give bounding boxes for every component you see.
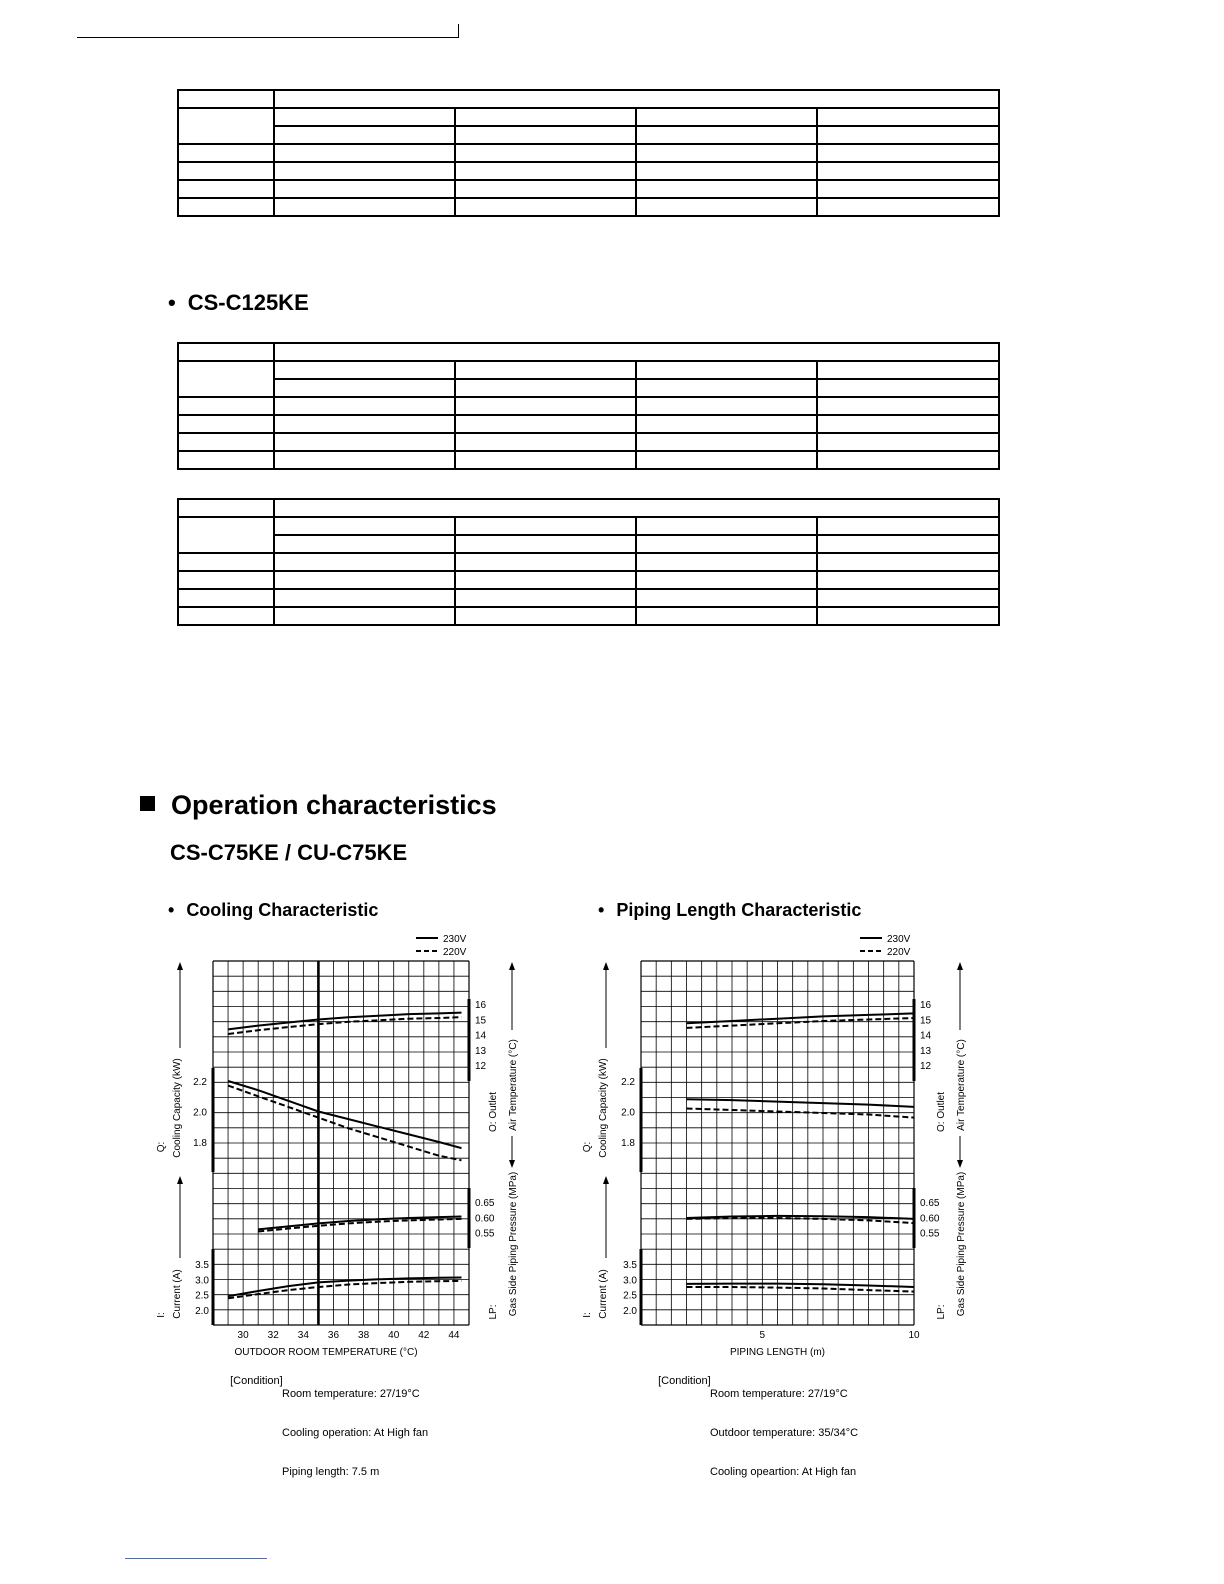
- pressure-tick-label: 0.65: [920, 1198, 940, 1209]
- current-tick-label: 3.5: [623, 1260, 637, 1271]
- legend-label: 230V: [887, 934, 911, 945]
- outlet-tick-label: 13: [920, 1045, 932, 1057]
- capacity-tick-label: 2.0: [621, 1107, 635, 1119]
- cooling-chart: [156, 934, 519, 1358]
- x-tick-label: 38: [358, 1330, 370, 1341]
- capacity-tick-label: 2.2: [193, 1077, 207, 1088]
- x-tick-label: 5: [759, 1330, 766, 1341]
- series-line-cooling-capacity-230v: [228, 1081, 461, 1148]
- lp-axis-prefix: LP:: [488, 1304, 499, 1320]
- outlet-tick-label: 16: [475, 1000, 487, 1011]
- x-tick-label: 42: [418, 1330, 430, 1341]
- x-tick-label: 44: [448, 1330, 460, 1341]
- condition-label: [Condition]: [230, 1375, 283, 1387]
- series-line-cooling-capacity-220v: [228, 1086, 461, 1161]
- condition-line: Room temperature: 27/19°C: [710, 1388, 848, 1400]
- piping-chart: [582, 934, 967, 1358]
- arrow-up-icon: [603, 962, 609, 970]
- x-tick-label: 40: [388, 1330, 400, 1341]
- outlet-tick-label: 13: [475, 1045, 487, 1057]
- lp-axis-label: Gas Side Piping Pressure (MPa): [508, 1171, 519, 1317]
- piping-condition-lines: [710, 1362, 858, 1492]
- condition-line: Cooling opeartion: At High fan: [710, 1466, 857, 1478]
- current-tick-label: 2.5: [195, 1290, 209, 1302]
- series-line-cooling-capacity-230v: [687, 1099, 915, 1107]
- pressure-tick-label: 0.55: [475, 1228, 495, 1240]
- cooling-conditions: [224, 1362, 283, 1388]
- pressure-tick-label: 0.60: [475, 1213, 495, 1225]
- condition-line: Outdoor temperature: 35/34°C: [710, 1427, 859, 1439]
- x-axis-label: OUTDOOR ROOM TEMPERATURE (°C): [234, 1347, 418, 1358]
- outlet-tick-label: 15: [475, 1015, 487, 1027]
- lp-axis-label: Gas Side Piping Pressure (MPa): [956, 1171, 967, 1317]
- model-title: • CS-C125KE: [168, 290, 309, 315]
- x-axis-label: PIPING LENGTH (m): [729, 1347, 826, 1358]
- pressure-tick-label: 0.65: [475, 1198, 495, 1209]
- arrow-up-icon: [177, 962, 183, 970]
- current-tick-label: 2.0: [623, 1305, 637, 1317]
- condition-line: Room temperature: 27/19°C: [282, 1388, 420, 1400]
- q-axis-label: Cooling Capacity (kW): [598, 1058, 609, 1158]
- piping-conditions: [652, 1362, 711, 1388]
- i-axis-prefix: I:: [582, 1312, 593, 1318]
- o-axis-prefix: O: Outlet: [936, 1091, 947, 1133]
- q-axis-label: Cooling Capacity (kW): [172, 1058, 183, 1158]
- series-line-current-230v: [687, 1284, 915, 1287]
- chart-title-piping: • Piping Length Characteristic: [598, 900, 862, 920]
- legend-label: 230V: [443, 934, 467, 945]
- condition-label: [Condition]: [658, 1375, 711, 1387]
- series-line-outlet-temp-230v: [228, 1013, 461, 1030]
- x-tick-label: 34: [297, 1330, 309, 1341]
- outlet-tick-label: 16: [920, 1000, 932, 1011]
- arrow-down-icon: [509, 1160, 515, 1168]
- condition-line: Cooling operation: At High fan: [282, 1427, 429, 1439]
- bullet-icon: •: [168, 290, 176, 315]
- bullet-icon: •: [598, 900, 605, 920]
- pressure-tick-label: 0.55: [920, 1228, 940, 1240]
- o-axis-label: Air Temperature (°C): [508, 1039, 519, 1131]
- q-axis-prefix: Q:: [156, 1141, 167, 1153]
- outlet-tick-label: 15: [920, 1015, 932, 1027]
- lp-axis-prefix: LP:: [936, 1304, 947, 1320]
- outlet-tick-label: 14: [475, 1030, 487, 1042]
- outlet-tick-label: 12: [475, 1061, 487, 1073]
- series-line-outlet-temp-220v: [687, 1018, 915, 1028]
- x-tick-label: 10: [908, 1330, 920, 1341]
- outlet-tick-label: 12: [920, 1061, 932, 1073]
- capacity-tick-label: 1.8: [621, 1138, 635, 1149]
- legend-label: 220V: [443, 947, 467, 958]
- current-tick-label: 3.5: [195, 1260, 209, 1271]
- x-tick-label: 32: [267, 1330, 279, 1341]
- i-axis-label: Current (A): [598, 1269, 609, 1319]
- x-tick-label: 30: [237, 1330, 249, 1341]
- i-axis-prefix: I:: [156, 1312, 167, 1318]
- outlet-tick-label: 14: [920, 1030, 932, 1042]
- arrow-down-icon: [957, 1160, 963, 1168]
- condition-line: Piping length: 7.5 m: [282, 1466, 380, 1478]
- o-axis-prefix: O: Outlet: [488, 1091, 499, 1133]
- chart-title-cooling: • Cooling Characteristic: [168, 900, 379, 920]
- series-line-current-230v: [228, 1278, 461, 1297]
- cooling-condition-lines: [282, 1362, 428, 1492]
- arrow-up-icon: [509, 962, 515, 970]
- section-title: Operation characteristics: [140, 790, 497, 821]
- current-tick-label: 3.0: [623, 1275, 637, 1287]
- series-line-current-220v: [687, 1287, 915, 1292]
- pressure-tick-label: 0.60: [920, 1213, 940, 1225]
- arrow-up-icon: [603, 1176, 609, 1184]
- current-tick-label: 3.0: [195, 1275, 209, 1287]
- bullet-icon: •: [168, 900, 175, 920]
- i-axis-label: Current (A): [172, 1269, 183, 1319]
- capacity-tick-label: 2.0: [193, 1107, 207, 1119]
- q-axis-prefix: Q:: [582, 1141, 593, 1153]
- legend-label: 220V: [887, 947, 911, 958]
- section-model: CS-C75KE / CU-C75KE: [170, 840, 408, 865]
- x-tick-label: 36: [327, 1330, 340, 1341]
- capacity-tick-label: 1.8: [193, 1138, 207, 1149]
- arrow-up-icon: [957, 962, 963, 970]
- capacity-tick-label: 2.2: [621, 1077, 635, 1088]
- current-tick-label: 2.0: [195, 1305, 209, 1317]
- current-tick-label: 2.5: [623, 1290, 637, 1302]
- arrow-up-icon: [177, 1176, 183, 1184]
- o-axis-label: Air Temperature (°C): [956, 1039, 967, 1131]
